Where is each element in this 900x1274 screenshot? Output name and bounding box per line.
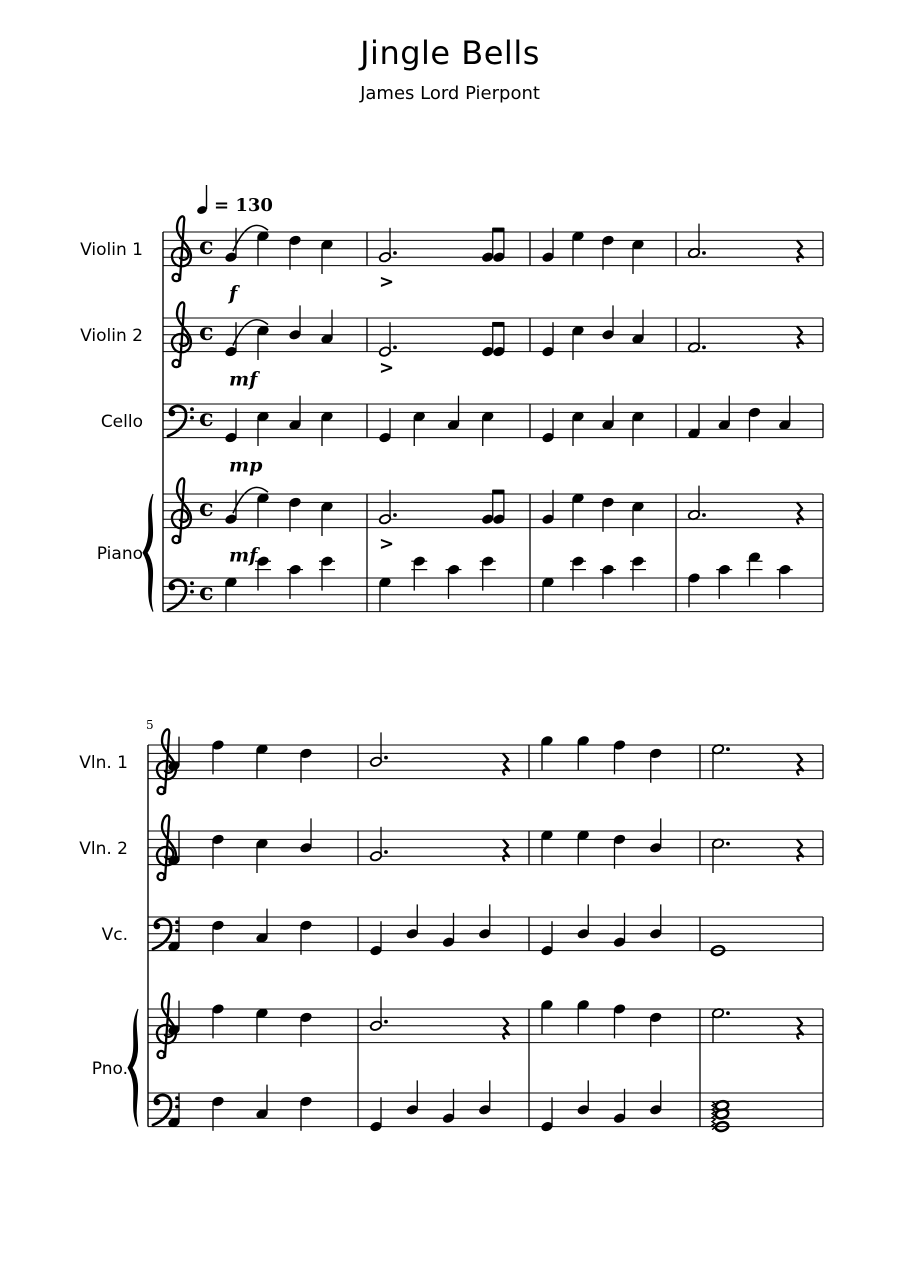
augmentation-dot — [702, 251, 706, 255]
common-time-icon: c — [199, 576, 214, 606]
bass-clef-icon — [190, 407, 194, 411]
treble-clef-icon — [172, 216, 191, 281]
treble-clef-icon — [157, 993, 176, 1058]
quarter-rest-icon — [503, 753, 509, 775]
augmentation-dot — [726, 842, 730, 846]
bass-clef-icon — [169, 410, 176, 417]
quarter-rest-icon — [503, 1017, 509, 1039]
piano-brace-icon — [128, 1009, 138, 1127]
quarter-rest-icon — [797, 753, 803, 775]
augmentation-dot — [726, 747, 730, 751]
bass-clef-icon — [169, 584, 176, 591]
instrument-label-vln1: Violin 1 — [80, 239, 143, 260]
augmentation-dot — [393, 346, 397, 350]
bass-clef-icon — [175, 1096, 179, 1100]
augmentation-dot — [393, 513, 397, 517]
accent-mark: > — [379, 271, 395, 293]
instrument-label-pno-r: Piano — [96, 543, 143, 564]
common-time-icon: c — [199, 402, 214, 432]
bass-clef-icon — [175, 920, 179, 924]
instrument-label-vln1: Vln. 1 — [79, 752, 128, 773]
quarter-rest-icon — [797, 240, 803, 262]
augmentation-dot — [702, 346, 706, 350]
accent-mark: > — [379, 533, 395, 555]
bass-clef-icon — [190, 581, 194, 585]
treble-clef-icon — [172, 302, 191, 367]
score-title: Jingle Bells — [360, 34, 540, 72]
dynamic-vc: mp — [229, 454, 263, 477]
instrument-label-vln2: Vln. 2 — [79, 838, 128, 859]
bass-clef-icon — [154, 1099, 161, 1106]
quarter-rest-icon — [797, 326, 803, 348]
quarter-rest-icon — [503, 839, 509, 861]
bass-clef-icon — [190, 416, 194, 420]
augmentation-dot — [384, 1020, 388, 1024]
treble-clef-icon — [172, 478, 191, 543]
dynamic-pno-r: mf — [229, 544, 258, 567]
augmentation-dot — [726, 1011, 730, 1015]
quarter-rest-icon — [797, 1017, 803, 1039]
dynamic-vln1: f — [229, 282, 238, 305]
treble-clef-icon — [157, 815, 176, 880]
common-time-icon: c — [199, 316, 214, 346]
bass-clef-icon — [190, 590, 194, 594]
augmentation-dot — [702, 513, 706, 517]
common-time-icon: c — [199, 492, 214, 522]
treble-clef-icon — [157, 729, 176, 794]
composer-name: James Lord Pierpont — [360, 83, 540, 104]
quarter-rest-icon — [797, 839, 803, 861]
bass-clef-icon — [175, 1105, 179, 1109]
piano-brace-icon — [143, 494, 153, 612]
measure-number: 5 — [146, 718, 154, 732]
instrument-label-pno-r: Pno. — [91, 1058, 128, 1079]
dynamic-vln2: mf — [229, 368, 258, 391]
common-time-icon: c — [199, 230, 214, 260]
quarter-rest-icon — [797, 502, 803, 524]
instrument-label-vc: Cello — [100, 411, 143, 432]
augmentation-dot — [384, 850, 388, 854]
augmentation-dot — [393, 251, 397, 255]
bass-clef-icon — [154, 923, 161, 930]
bass-clef-icon — [175, 929, 179, 933]
instrument-label-vln2: Violin 2 — [80, 325, 143, 346]
augmentation-dot — [384, 756, 388, 760]
tempo-marking: = 130 — [214, 195, 273, 216]
instrument-label-vc: Vc. — [101, 924, 128, 945]
accent-mark: > — [379, 357, 395, 379]
